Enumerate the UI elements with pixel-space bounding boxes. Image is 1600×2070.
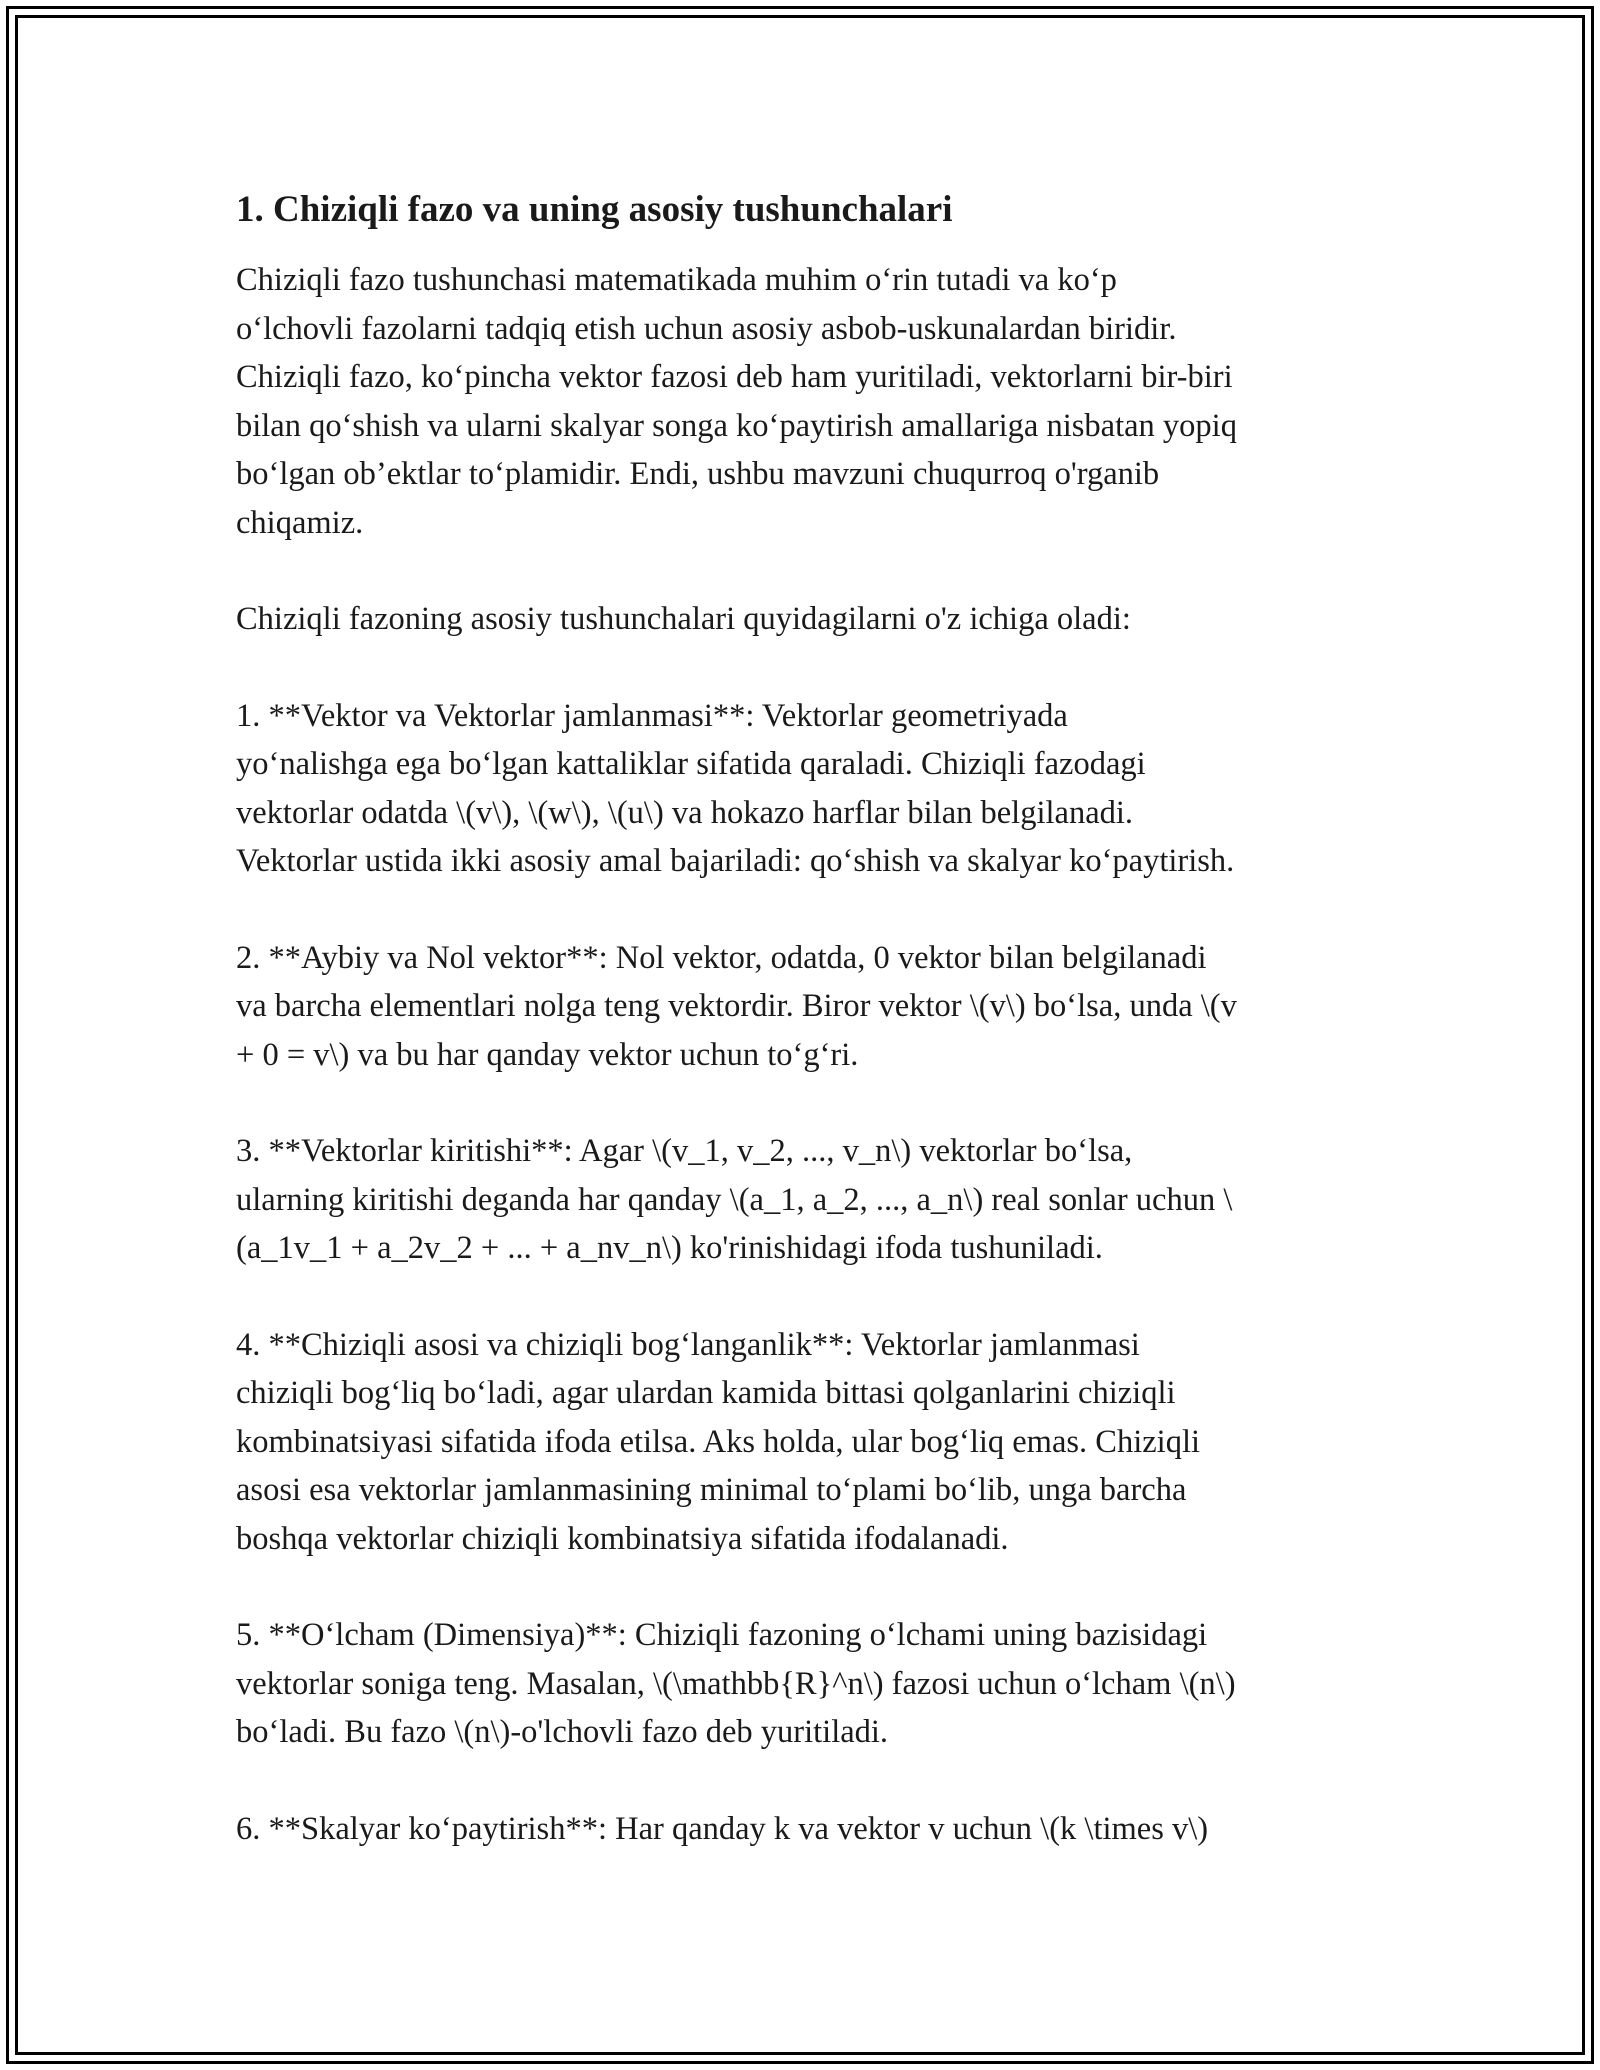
- list-item-scalar-multiplication: 6. **Skalyar ko‘paytirish**: Har qanday k va vektor v uchun \(k \times v\): [236, 1810, 1209, 1847]
- list-item-zero-vector: 2. **Aybiy va Nol vektor**: Nol vektor, odatda, 0 vektor bilan belgilanadi va barcha elementlari nolga teng vektordir. Biror vektor \(v\) bo‘lsa, unda \(v + 0 = v\) va bu har qanday vektor uchun to‘g‘ri.: [236, 939, 1237, 1073]
- document-body: [236, 186, 1366, 1853]
- concepts-intro-paragraph: Chiziqli fazoning asosiy tushunchalari quyidagilarni o'z ichiga oladi:: [236, 601, 1131, 637]
- list-item-linear-combination: 3. **Vektorlar kiritishi**: Agar \(v_1, v_2, ..., v_n\) vektorlar bo‘lsa, ularning kiritishi deganda har qanday \(a_1, a_2, ..., a_n\) real sonlar uchun \ (a_1v_1 + a_2v_2 + ... + a_nv_n\) ko'rinishidagi ifoda tushuniladi.: [236, 1133, 1233, 1266]
- intro-paragraph: Chiziqli fazo tushunchasi matematikada muhim o‘rin tutadi va ko‘p o‘lchovli fazolarni tadqiq etish uchun asosiy asbob-uskunalardan biridir. Chiziqli fazo, ko‘pincha vektor fazosi deb ham yuritiladi, vektorlarni bir-biri bilan qo‘shish va ularni skalyar songa ko‘paytirish amallariga nisbatan yopiq bo‘lgan ob’ektlar to‘plamidir. Endi, ushbu mavzuni chuqurroq o'rganib chiqamiz.: [236, 262, 1237, 541]
- list-item-linear-dependence: 4. **Chiziqli asosi va chiziqli bog‘langanlik**: Vektorlar jamlanmasi chiziqli bog‘liq bo‘ladi, agar ulardan kamida bittasi qolganlarini chiziqli kombinatsiyasi sifatida ifoda etilsa. Aks holda, ular bog‘liq emas. Chiziqli asosi esa vektorlar jamlanmasining minimal to‘plami bo‘lib, unga barcha boshqa vektorlar chiziqli kombinatsiya sifatida ifodalanadi.: [236, 1326, 1201, 1557]
- list-item-dimension: 5. **O‘lcham (Dimensiya)**: Chiziqli fazoning o‘lchami uning bazisidagi vektorlar soniga teng. Masalan, \(\mathbb{R}^n\) fazosi uchun o‘lcham \(n\) bo‘ladi. Bu fazo \(n\)-o'lchovli fazo deb yuritiladi.: [236, 1617, 1236, 1750]
- list-item-vector: 1. **Vektor va Vektorlar jamlanmasi**: Vektorlar geometriyada yo‘nalishga ega bo‘lgan kattaliklar sifatida qaraladi. Chiziqli fazodagi vektorlar odatda \(v\), \(w\), \(u\) va hokazo harflar bilan belgilanadi. Vektorlar ustida ikki asosiy amal bajariladi: qo‘shish va skalyar ko‘paytirish.: [236, 697, 1235, 879]
- section-title: 1. Chiziqli fazo va uning asosiy tushunchalari: [236, 189, 953, 230]
